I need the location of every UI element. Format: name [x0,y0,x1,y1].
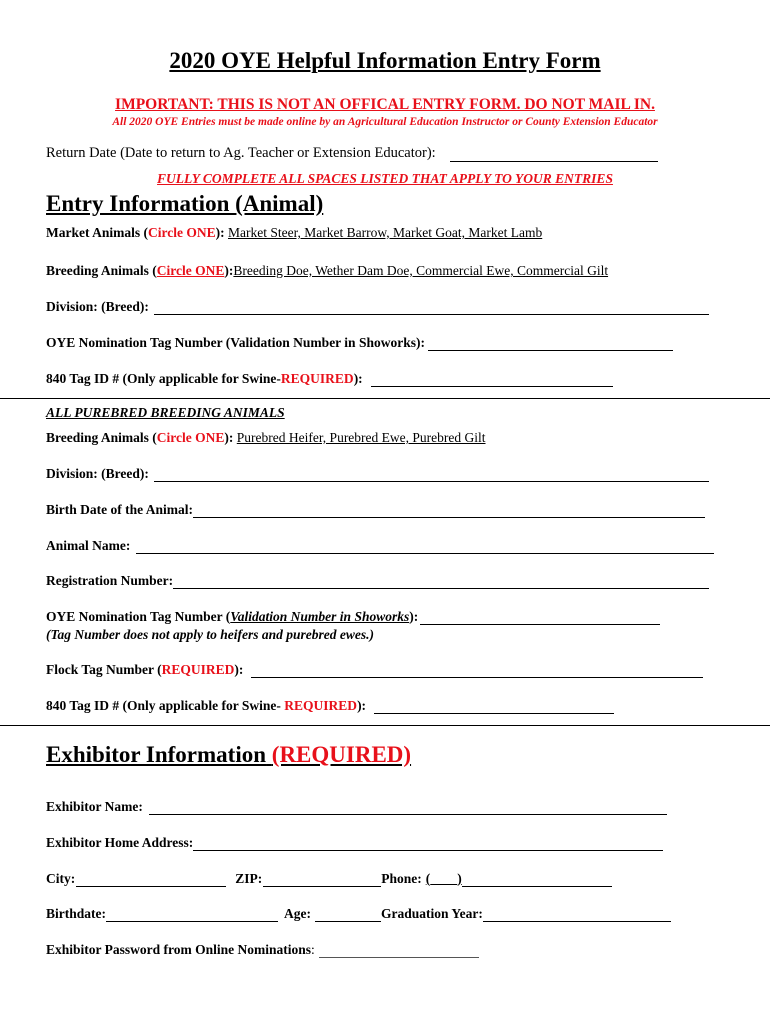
market-animals-label: Market Animals ( [46,225,148,240]
oye-tag-row [46,335,673,351]
purebred-oye-tag-close: ): [409,609,419,624]
purebred-tag-840-close: ): [357,698,367,713]
purebred-tag-840-label: 840 Tag ID # (Only applicable for Swine- [46,698,281,713]
oye-tag-field[interactable] [428,337,673,351]
phone-field[interactable] [462,873,612,887]
purebred-tag-840-field[interactable] [374,700,614,714]
purebred-oye-tag-field[interactable] [420,611,660,625]
city-field[interactable] [76,873,226,887]
section-divider [0,725,770,726]
online-entry-note: All 2020 OYE Entries must be made online by an Agricultural Education Instructor or County Extension Educator [112,116,658,128]
required-text: REQUIRED [284,698,358,713]
breeding-close: ): [224,263,234,278]
city-zip-phone-row [46,871,612,887]
circle-one-text: Circle ONE [156,430,225,445]
birthdate-row [46,906,671,922]
birthdate-label: Birthdate: [46,906,106,921]
purebred-breeding-close: ): [224,430,234,445]
age-label: Age: [284,906,311,921]
tag-840-label: 840 Tag ID # (Only applicable for Swine- [46,371,281,386]
zip-field[interactable] [263,873,381,887]
market-animals-row [46,225,542,241]
tag-840-row [46,371,613,387]
tag-number-note: (Tag Number does not apply to heifers and purebred ewes.) [46,627,374,642]
required-text: REQUIRED [280,371,354,386]
birth-date-row [46,502,705,518]
animal-name-field[interactable] [136,540,714,554]
breeding-animals-row [46,263,608,279]
division-breed-field[interactable] [154,301,709,315]
exhibitor-name-row [46,799,667,815]
paren-open: ( [425,871,431,886]
animal-name-label: Animal Name: [46,538,131,553]
registration-row [46,573,709,589]
graduation-year-label: Graduation Year: [381,906,483,921]
birthdate-field[interactable] [106,908,278,922]
birth-date-label: Birth Date of the Animal: [46,502,193,517]
exhibitor-heading-text: Exhibitor Information [46,742,267,767]
animal-name-row [46,538,714,554]
flock-tag-row [46,662,703,678]
oye-tag-label: OYE Nomination Tag Number (Validation Number in Showorks): [46,335,425,350]
password-field[interactable] [319,944,479,958]
return-date-row [46,145,658,162]
phone-area-code-field[interactable] [426,871,462,887]
password-colon: : [311,942,315,957]
purebred-division-row [46,466,709,482]
division-breed-label: Division: (Breed): [46,299,149,314]
breeding-animals-label: Breeding Animals ( [46,263,157,278]
circle-one-text: Circle ONE [148,225,216,240]
graduation-year-field[interactable] [483,908,671,922]
purebred-oye-tag-label: OYE Nomination Tag Number ( [46,609,231,624]
purebred-tag-840-row [46,698,614,714]
tag-840-field[interactable] [371,373,613,387]
paren-close: ) [457,871,462,886]
animal-section-heading: Entry Information (Animal) [46,191,324,216]
password-label: Exhibitor Password from Online Nominations [46,942,312,957]
exhibitor-name-field[interactable] [149,801,667,815]
required-text: REQUIRED [161,662,235,677]
purebred-heading: ALL PUREBRED BREEDING ANIMALS [46,405,285,420]
flock-tag-close: ): [234,662,244,677]
return-date-field[interactable] [450,148,658,162]
fully-complete-notice: FULLY COMPLETE ALL SPACES LISTED THAT APPLY TO YOUR ENTRIES [157,171,613,186]
return-date-label: Return Date (Date to return to Ag. Teacher or Extension Educator): [46,145,436,161]
home-address-field[interactable] [193,837,663,851]
division-breed-row [46,299,709,315]
purebred-oye-tag-row [46,609,660,625]
validation-number-text: Validation Number in Showorks [230,609,410,624]
purebred-breeding-options[interactable]: Purebred Heifer, Purebred Ewe, Purebred Gilt [236,430,486,445]
exhibitor-name-label: Exhibitor Name: [46,799,143,814]
flock-tag-label: Flock Tag Number ( [46,662,162,677]
market-animals-options[interactable]: Market Steer, Market Barrow, Market Goat, Market Lamb [228,225,543,240]
home-address-row [46,835,663,851]
city-label: City: [46,871,76,886]
exhibitor-section-heading [46,742,411,768]
phone-label: Phone: [381,871,422,886]
zip-label: ZIP: [235,871,263,886]
market-close: ): [215,225,225,240]
exhibitor-required-text: (REQUIRED) [271,742,412,767]
flock-tag-field[interactable] [251,664,703,678]
birth-date-field[interactable] [193,504,705,518]
purebred-breeding-label: Breeding Animals ( [46,430,157,445]
home-address-label: Exhibitor Home Address: [46,835,194,850]
form-title: 2020 OYE Helpful Information Entry Form [169,48,601,73]
age-field[interactable] [315,908,381,922]
password-row [46,942,479,958]
section-divider [0,398,770,399]
circle-one-text: Circle ONE [156,263,225,278]
registration-label: Registration Number: [46,573,174,588]
purebred-division-field[interactable] [154,468,709,482]
purebred-division-label: Division: (Breed): [46,466,149,481]
purebred-breeding-row [46,430,486,446]
tag-840-close: ): [353,371,363,386]
registration-field[interactable] [173,575,709,589]
important-notice: IMPORTANT: THIS IS NOT AN OFFICAL ENTRY FORM. DO NOT MAIL IN. [115,96,655,113]
breeding-animals-options[interactable]: Breeding Doe, Wether Dam Doe, Commercial Ewe, Commercial Gilt [233,263,609,278]
